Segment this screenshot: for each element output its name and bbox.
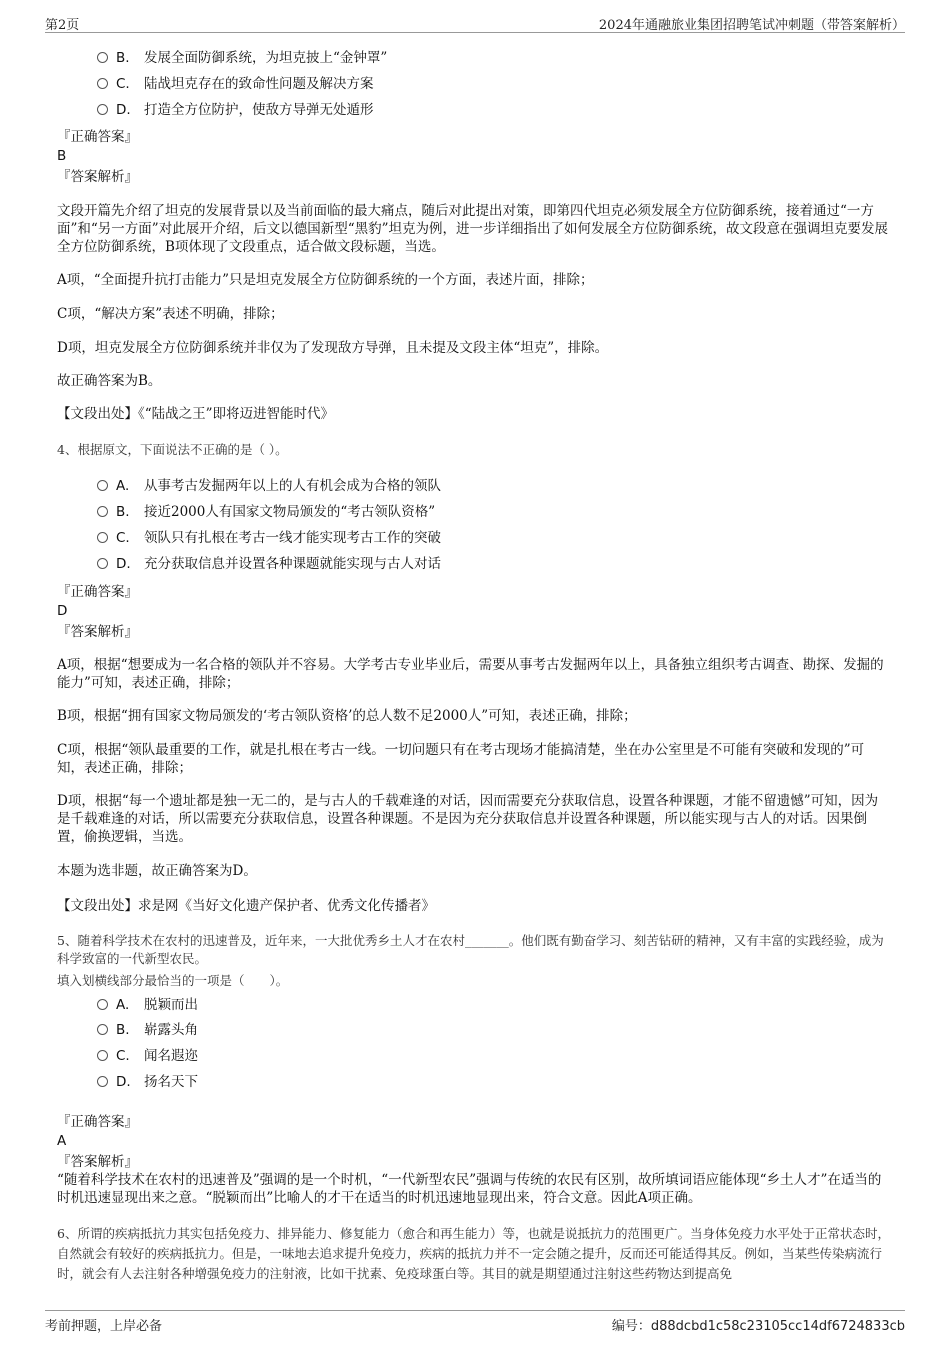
page-number: 第2页 xyxy=(45,18,80,33)
q3-option-b[interactable]: B. 发展全面防御系统，为坦克披上“金钟罩” xyxy=(97,49,387,67)
q4-analysis-paragraph: B项，根据“拥有国家文物局颁发的‘考古领队资格’的总人数不足2000人”可知，表述正确，排除； xyxy=(57,708,637,724)
radio-icon[interactable] xyxy=(97,506,108,517)
q5-stem: 5、随着科学技术在农村的迅速普及，近年来，一大批优秀乡土人才在农村_______。他们既有勤奋学习、刻苦钻研的精神，又有丰富的实践经验，成为科学致富的一代新型农民。 xyxy=(57,933,884,966)
q3-analysis-paragraph: 故正确答案为B。 xyxy=(57,373,162,389)
document-code-value: d88dcbd1c58c23105cc14df6724833cb xyxy=(650,1319,905,1334)
q4-option-b[interactable]: B. 接近2000人有国家文物局颁发的“考古领队资格” xyxy=(97,503,435,521)
q5-answer: A xyxy=(57,1133,67,1149)
q3-source: 【文段出处】《“陆战之王”即将迈进智能时代》 xyxy=(57,406,335,422)
q6-stem: 6、所谓的疾病抵抗力其实包括免疫力、排异能力、修复能力（愈合和再生能力）等，也就是说抵抗力的范围更广。当身体免疫力水平处于正常状态时，自然就会有较好的疾病抵抗力。但是，一味地去追求提升免疫力，疾病的抵抗力并不一定会随之提升，反而还可能适得其反。例如，当某些传染病流行时，就会有人去注射各种增强免疫力的注射液，比如干扰素、免疫球蛋白等。其目的就是期望通过注射这些药物达到提高免 xyxy=(57,1226,890,1281)
page-header xyxy=(45,12,905,33)
footer-slogan: 考前押题，上岸必备 xyxy=(45,1319,163,1334)
q4-analysis-paragraph: A项，根据“想要成为一名合格的领队并不容易。大学考古专业毕业后，需要从事考古发掘两年以上，具备独立组织考古调查、勘探、发掘的能力”可知，表述正确，排除； xyxy=(57,657,884,691)
document-title: 2024年通融旅业集团招聘笔试冲刺题（带答案解析） xyxy=(598,18,905,33)
radio-icon[interactable] xyxy=(97,532,108,543)
q4-analysis-paragraph: C项，根据“领队最重要的工作，就是扎根在考古一线。一切问题只有在考古现场才能搞清楚，坐在办公室里是不可能有突破和发现的”可知，表述正确，排除； xyxy=(57,742,865,776)
q3-option-c[interactable]: C. 陆战坦克存在的致命性问题及解决方案 xyxy=(97,75,374,93)
q5-answer-label: 『正确答案』 xyxy=(57,1114,138,1130)
q4-analysis-paragraph: 本题为选非题，故正确答案为D。 xyxy=(57,863,257,879)
q3-analysis-label: 『答案解析』 xyxy=(57,169,138,185)
radio-icon[interactable] xyxy=(97,1024,108,1035)
radio-icon[interactable] xyxy=(97,480,108,491)
q4-option-c[interactable]: C. 领队只有扎根在考古一线才能实现考古工作的突破 xyxy=(97,529,441,547)
q4-answer: D xyxy=(57,603,68,619)
q4-source: 【文段出处】求是网《当好文化遗产保护者、优秀文化传播者》 xyxy=(57,898,435,914)
q5-option-b[interactable]: B. 崭露头角 xyxy=(97,1021,198,1039)
q3-analysis-paragraph: C项，“解决方案”表述不明确，排除； xyxy=(57,306,284,322)
q4-analysis-paragraph: D项，根据“每一个遗址都是独一无二的，是与古人的千载难逢的对话，因而需要充分获取信息，设置各种课题，才能不留遗憾”可知，因为是千载难逢的对话，所以需要充分获取信息，设置各种课题。不是因为充分获取信息并设置各种课题，所以能实现与古人的对话。因果倒置，偷换逻辑，当选。 xyxy=(57,793,879,845)
q5-analysis-label: 『答案解析』 xyxy=(57,1154,138,1170)
q3-answer-label: 『正确答案』 xyxy=(57,129,138,145)
q3-analysis-paragraph: D项，坦克发展全方位防御系统并非仅为了发现敌方导弹，且未提及文段主体“坦克”，排除。 xyxy=(57,340,609,356)
q3-answer: B xyxy=(57,148,67,164)
q4-option-d[interactable]: D. 充分获取信息并设置各种课题就能实现与古人对话 xyxy=(97,555,441,573)
q5-option-d[interactable]: D. 扬名天下 xyxy=(97,1073,198,1091)
document-code-label: 编号： xyxy=(611,1319,651,1334)
q3-option-d[interactable]: D. 打造全方位防护，使敌方导弹无处遁形 xyxy=(97,101,374,119)
radio-icon[interactable] xyxy=(97,52,108,63)
q4-answer-label: 『正确答案』 xyxy=(57,584,138,600)
q4-analysis-label: 『答案解析』 xyxy=(57,624,138,640)
q3-analysis-paragraph: A项，“全面提升抗打击能力”只是坦克发展全方位防御系统的一个方面，表述片面，排除； xyxy=(57,272,594,288)
q3-analysis-paragraph: 文段开篇先介绍了坦克的发展背景以及当前面临的最大痛点，随后对此提出对策，即第四代坦克必须发展全方位防御系统，接着通过“一方面”和“另一方面”对此展开介绍，后文以德国新型“黑豹”坦克为例，进一步详细指出了如何发展全方位防御系统，故文段意在强调坦克要发展全方位防御系统，B项体现了文段重点，适合做文段标题，当选。 xyxy=(57,203,889,255)
radio-icon[interactable] xyxy=(97,999,108,1010)
page-footer xyxy=(45,1310,905,1333)
radio-icon[interactable] xyxy=(97,558,108,569)
radio-icon[interactable] xyxy=(97,1050,108,1061)
q5-option-a[interactable]: A. 脱颖而出 xyxy=(97,996,198,1014)
q5-option-c[interactable]: C. 闻名遐迩 xyxy=(97,1047,198,1065)
document-code xyxy=(612,1315,905,1334)
radio-icon[interactable] xyxy=(97,104,108,115)
q4-stem: 4、根据原文，下面说法不正确的是（ ）。 xyxy=(57,442,288,457)
q4-option-a[interactable]: A. 从事考古发掘两年以上的人有机会成为合格的领队 xyxy=(97,477,441,495)
radio-icon[interactable] xyxy=(97,1076,108,1087)
radio-icon[interactable] xyxy=(97,78,108,89)
q5-instruction: 填入划横线部分最恰当的一项是（ ）。 xyxy=(57,973,289,988)
q5-analysis-paragraph: “随着科学技术在农村的迅速普及”强调的是一个时机，“一代新型农民”强调与传统的农民有区别，故所填词语应能体现“乡土人才”在适当的时机迅速显现出来之意。“脱颖而出”比喻人的才干在适当的时机迅速地显现出来，符合文意。因此A项正确。 xyxy=(57,1172,882,1206)
